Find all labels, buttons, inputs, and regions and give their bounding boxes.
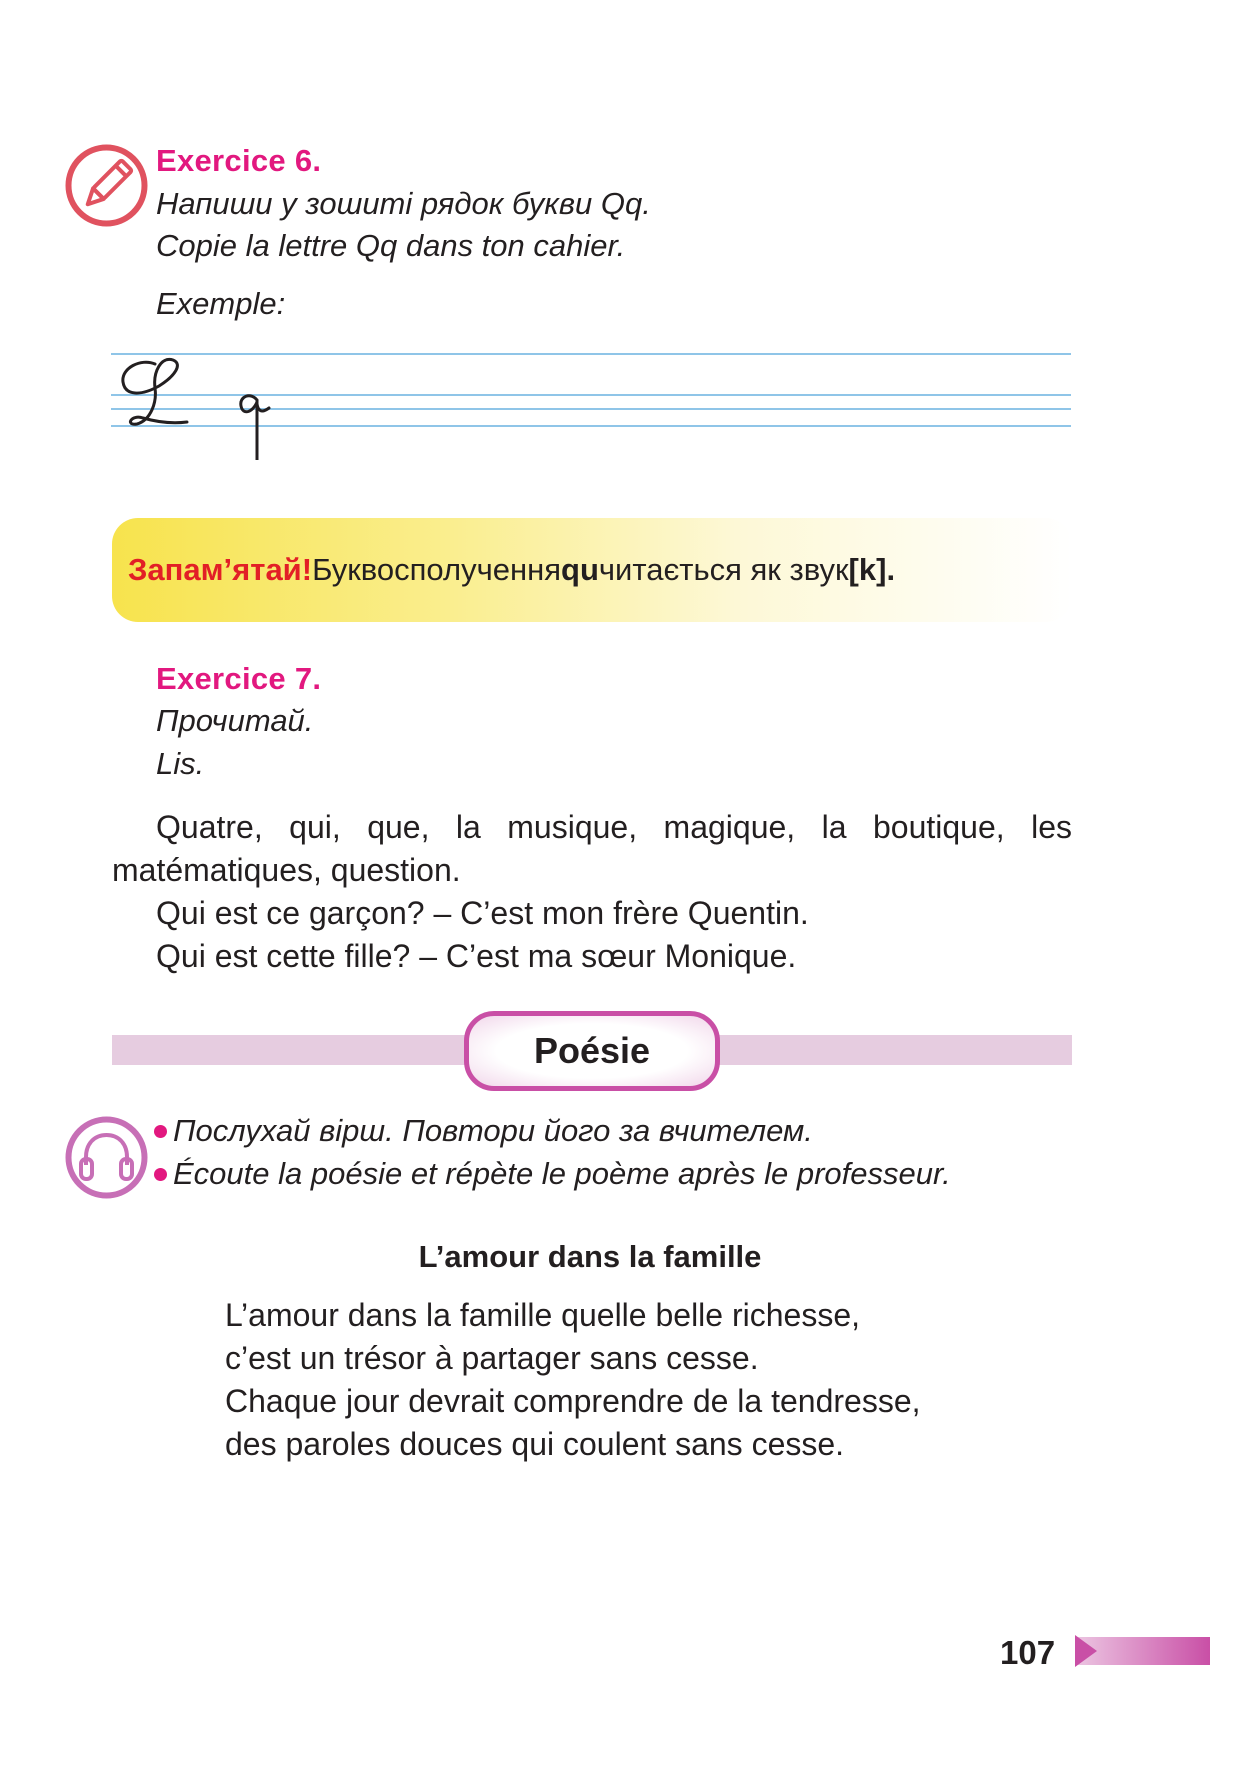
remember-text-middle: читається як звук	[598, 552, 849, 587]
remember-label: Запам’ятай!	[128, 552, 313, 587]
handwriting-lines	[111, 350, 1071, 460]
poesie-instruction-uk-item	[154, 1110, 813, 1152]
cursive-letter-lower	[241, 396, 269, 460]
poesie-instruction-uk: Послухай вірш. Повтори його за вчителем.	[173, 1113, 813, 1148]
poesie-banner	[464, 1011, 720, 1091]
example-label: Exemple:	[156, 286, 286, 321]
page-number: 107	[1000, 1634, 1056, 1671]
remember-text-before: Буквосполучення	[312, 552, 562, 587]
remember-highlight: qu	[561, 552, 599, 587]
exercise-7-instruction-uk: Прочитай.	[156, 703, 314, 738]
poem-title: L’amour dans la famille	[418, 1239, 762, 1274]
sentence-1: Qui est ce garçon? – C’est mon frère Quentin.	[156, 895, 809, 931]
exercise-6-instruction-uk: Напиши у зошиті рядок букви Qq.	[156, 186, 651, 221]
words-line-2: matématiques, question.	[112, 852, 461, 888]
remember-note	[112, 518, 1072, 622]
exercise-7-title: Exercice 7.	[156, 661, 322, 696]
exercise-6-title: Exercice 6.	[156, 143, 322, 178]
exercise-7-instruction-fr: Lis.	[156, 746, 205, 781]
poesie-instruction-fr: Écoute la poésie et répète le poème après le professeur.	[173, 1156, 951, 1191]
remember-text-after: .	[886, 552, 896, 587]
sentence-2: Qui est cette fille? – C’est ma sœur Monique.	[156, 938, 797, 974]
bullet-icon	[154, 1168, 167, 1181]
poem-line: des paroles douces qui coulent sans cesse.	[225, 1426, 845, 1462]
exercise-6-instruction-fr: Copie la lettre Qq dans ton cahier.	[156, 228, 626, 263]
pencil-icon	[64, 143, 149, 228]
cursive-letter-upper	[123, 359, 187, 424]
poesie-banner-label: Poésie	[533, 1030, 651, 1071]
page-arrow-icon	[1075, 1635, 1210, 1667]
poem-line: c’est un trésor à partager sans cesse.	[225, 1340, 759, 1376]
headphones-icon	[64, 1115, 149, 1200]
bullet-icon	[154, 1125, 167, 1138]
words-line-1: Quatre, qui, que, la musique, magique, la boutique, les	[156, 809, 1072, 845]
poem-line: Chaque jour devrait comprendre de la tendresse,	[225, 1383, 921, 1419]
poesie-instruction-fr-item	[154, 1153, 951, 1195]
remember-sound: [k]	[848, 552, 887, 587]
poem-line: L’amour dans la famille quelle belle richesse,	[225, 1297, 861, 1333]
